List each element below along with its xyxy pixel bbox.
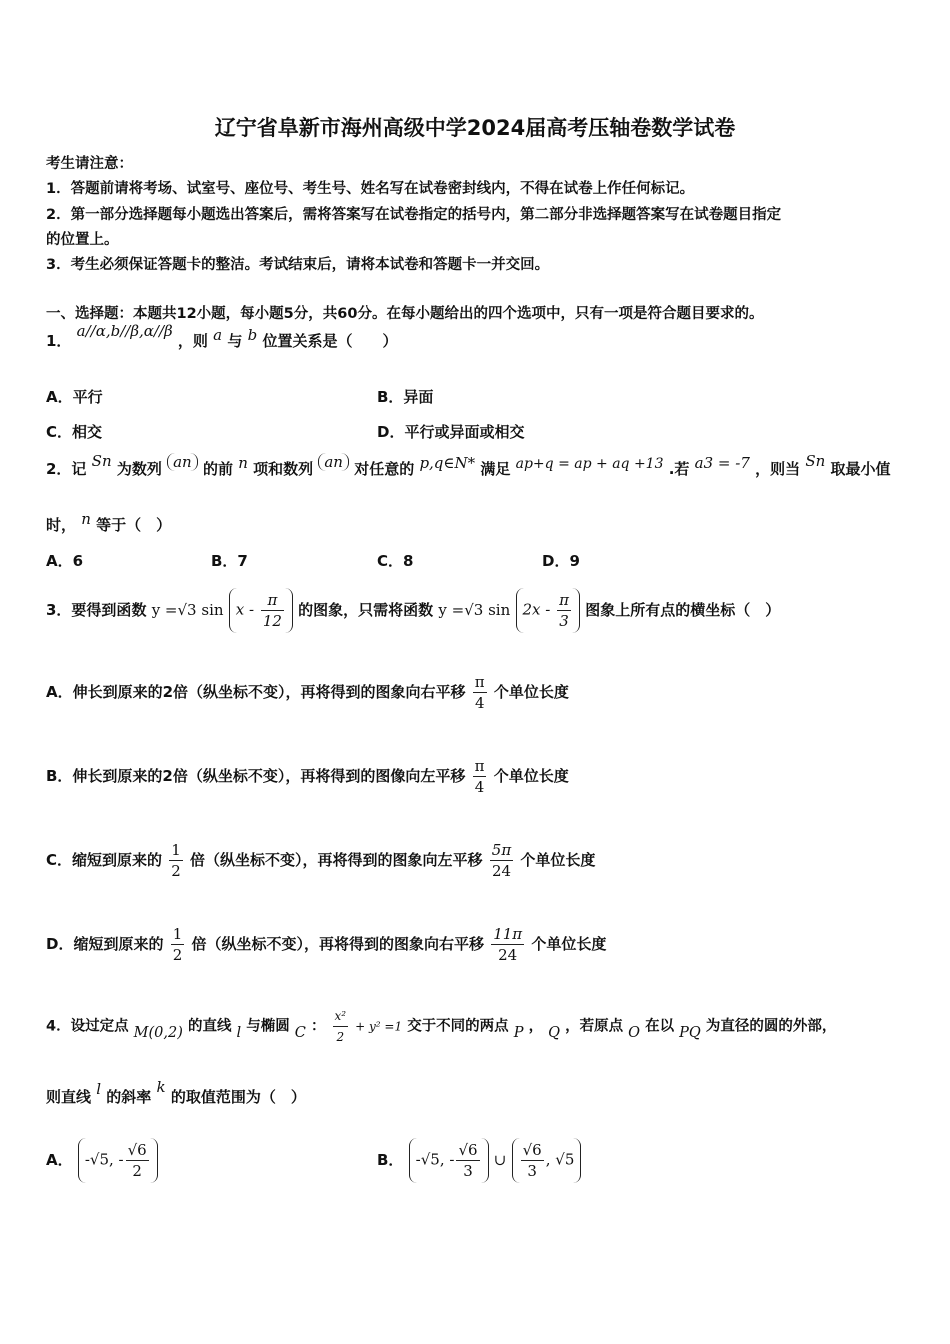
notice-item-3: 3．考生必须保证答题卡的整洁。考试结束后，请将本试卷和答题卡一并交回。 bbox=[46, 257, 550, 273]
q4-b-frac-2 bbox=[521, 1140, 544, 1181]
q4-a-num: √6 bbox=[127, 1141, 147, 1159]
q3-text: 图象上所有点的横坐标（ ） bbox=[585, 601, 781, 619]
q2-option-c: C．8 bbox=[377, 552, 414, 570]
q2-n: n bbox=[238, 454, 248, 472]
q3-a-tail: 个单位长度 bbox=[493, 683, 569, 701]
q2-text: 2．记 bbox=[46, 460, 87, 478]
q4-ellipse-tail: + y² =1 bbox=[355, 1019, 403, 1034]
q3-c-frac bbox=[490, 840, 513, 881]
q4-b-num-1: √6 bbox=[458, 1141, 478, 1159]
q4-text: 的直线 bbox=[187, 1018, 232, 1035]
q4-b-den-2: 3 bbox=[527, 1162, 537, 1180]
q1-option-a: A．平行 bbox=[46, 388, 103, 406]
q4-ellipse-c: C bbox=[294, 1024, 306, 1041]
question-2 bbox=[46, 452, 891, 479]
q4-origin-o: O bbox=[628, 1024, 641, 1041]
question-4-cont bbox=[46, 1078, 306, 1107]
q3-c-den: 24 bbox=[491, 862, 512, 880]
q4-a-den: 2 bbox=[132, 1162, 142, 1180]
q3-c-text: C．缩短到原来的 bbox=[46, 851, 163, 869]
q3-func-1: y =√3 sin bbox=[151, 601, 224, 619]
q2-option-a: A．6 bbox=[46, 552, 84, 570]
q4-b-interval-2 bbox=[512, 1138, 582, 1183]
q2-text: 满足 bbox=[480, 460, 511, 478]
q3-b-frac bbox=[473, 756, 487, 797]
page-title: 辽宁省阜新市海州高级中学2024届高考压轴卷数学试卷 bbox=[214, 116, 736, 140]
q3-c-tail: 个单位长度 bbox=[520, 851, 596, 869]
q1-option-b: B．异面 bbox=[377, 388, 434, 406]
q1-number: 1． bbox=[46, 332, 72, 350]
q3-a-frac bbox=[473, 672, 487, 713]
q4-ellipse-frac bbox=[333, 1006, 349, 1047]
q2-option-d: D．9 bbox=[542, 552, 580, 570]
q4-b-label: B． bbox=[377, 1151, 404, 1169]
q4-text: 在以 bbox=[645, 1018, 675, 1035]
q3-d-text: D．缩短到原来的 bbox=[46, 935, 164, 953]
q3-a-num: π bbox=[474, 673, 485, 691]
q3-text: 的图象，只需将函数 bbox=[298, 601, 434, 619]
q3-func-1-num: π bbox=[261, 590, 284, 611]
q3-func-2-num: π bbox=[559, 591, 569, 609]
q2-n-2: n bbox=[81, 510, 91, 528]
q4-b-right: , √5 bbox=[545, 1150, 575, 1169]
q3-func-1-frac bbox=[261, 590, 284, 631]
q4-a-label: A． bbox=[46, 1151, 73, 1169]
q3-a-text: A．伸长到原来的2倍（纵坐标不变），再将得到的图象向右平移 bbox=[46, 683, 466, 701]
q2-a3: a3 = -7 bbox=[694, 454, 750, 472]
q4-segment-pq: PQ bbox=[679, 1024, 701, 1041]
q4-text: 交于不同的两点 bbox=[407, 1018, 509, 1035]
notice-heading: 考生请注意： bbox=[46, 156, 133, 172]
q4-point-p: P bbox=[513, 1024, 524, 1041]
q4-b-frac-1 bbox=[456, 1140, 479, 1181]
q1-text: 位置关系是（ ） bbox=[262, 332, 398, 350]
q3-d-den: 24 bbox=[498, 946, 518, 964]
q4-b-left: -√5, - bbox=[415, 1150, 455, 1169]
q3-d-half bbox=[171, 924, 185, 965]
q4-text: 4．设过定点 bbox=[46, 1018, 129, 1035]
q3-option-b bbox=[46, 756, 569, 797]
q3-d-tail: 个单位长度 bbox=[531, 935, 607, 953]
q4-line-l-2: l bbox=[96, 1080, 102, 1098]
q2-seq-an-2: an bbox=[318, 453, 349, 471]
q3-option-a bbox=[46, 672, 569, 713]
q3-func-2-inner: 2x - bbox=[522, 600, 556, 619]
q4-line-l: l bbox=[236, 1024, 242, 1041]
q2-text: 项和数列 bbox=[253, 460, 314, 478]
q4-b-num-2: √6 bbox=[522, 1141, 542, 1159]
q2-text: 时， bbox=[46, 516, 77, 534]
q4-text: ， bbox=[528, 1018, 544, 1035]
q2-sn-2: Sn bbox=[805, 452, 826, 470]
notice-item-1: 1．答题前请将考场、试室号、座位号、考生号、姓名写在试卷密封线内，不得在试卷上作任何标记。 bbox=[46, 181, 695, 197]
q3-option-d bbox=[46, 924, 606, 965]
q3-func-2-arg bbox=[516, 588, 580, 633]
q3-d-num: 11π bbox=[493, 925, 523, 943]
q4-ellipse-den: 2 bbox=[336, 1030, 345, 1044]
q3-d-frac bbox=[491, 924, 524, 965]
question-1 bbox=[46, 322, 398, 351]
q4-point-m: M(0,2) bbox=[133, 1024, 183, 1041]
q3-d-half-num: 1 bbox=[172, 925, 183, 943]
q4-b-union: ∪ bbox=[493, 1151, 507, 1169]
q4-text: 的取值范围为（ ） bbox=[170, 1088, 306, 1106]
q4-option-b bbox=[377, 1138, 581, 1183]
q4-text: ，若原点 bbox=[565, 1018, 624, 1035]
q4-slope-k: k bbox=[156, 1078, 166, 1096]
q2-text: 的前 bbox=[202, 460, 233, 478]
q4-text: 则直线 bbox=[46, 1088, 92, 1106]
q3-func-2-den: 3 bbox=[559, 612, 569, 630]
notice-item-2-cont: 的位置上。 bbox=[46, 232, 119, 248]
q1-text: 与 bbox=[227, 332, 243, 350]
q3-b-den: 4 bbox=[474, 778, 485, 796]
q4-text: 的斜率 bbox=[106, 1088, 152, 1106]
q1-option-c: C．相交 bbox=[46, 423, 103, 441]
q2-text: 为数列 bbox=[116, 460, 162, 478]
q2-text: 取最小值 bbox=[830, 460, 891, 478]
question-3 bbox=[46, 588, 780, 633]
q1-option-d: D．平行或异面或相交 bbox=[377, 423, 525, 441]
q3-c-mid: 倍（纵坐标不变），再将得到的图象向左平移 bbox=[190, 851, 483, 869]
q3-func-2: y =√3 sin bbox=[438, 601, 511, 619]
q3-c-half-num: 1 bbox=[171, 841, 181, 859]
q4-text: 与椭圆 bbox=[246, 1018, 290, 1035]
q4-a-frac bbox=[126, 1140, 149, 1181]
q4-point-q: Q bbox=[548, 1024, 561, 1041]
q3-c-num: 5π bbox=[491, 841, 512, 859]
q3-func-1-den: 12 bbox=[262, 612, 282, 630]
q3-func-2-frac bbox=[557, 590, 571, 631]
q3-b-tail: 个单位长度 bbox=[493, 767, 569, 785]
q4-b-interval-1 bbox=[409, 1138, 489, 1183]
q2-text: ，则当 bbox=[755, 460, 801, 478]
q1-text: ，则 bbox=[177, 332, 208, 350]
q4-option-a bbox=[46, 1138, 158, 1183]
q2-option-b: B．7 bbox=[211, 552, 248, 570]
q4-text: 为直径的圆的外部， bbox=[705, 1018, 837, 1035]
q4-text: ： bbox=[310, 1018, 326, 1035]
q2-pq: p,q∈N* bbox=[419, 454, 476, 472]
q3-a-den: 4 bbox=[474, 694, 485, 712]
q4-ellipse-num: x² bbox=[333, 1006, 349, 1027]
q1-condition: a//α,b//β,α//β bbox=[76, 322, 173, 340]
q1-var-b: b bbox=[247, 326, 258, 344]
q2-sn: Sn bbox=[91, 452, 112, 470]
q3-d-mid: 倍（纵坐标不变），再将得到的图象向右平移 bbox=[191, 935, 484, 953]
q3-text: 3．要得到函数 bbox=[46, 601, 147, 619]
q1-var-a: a bbox=[213, 326, 223, 344]
q4-b-den-1: 3 bbox=[463, 1162, 473, 1180]
q2-text: 等于（ ） bbox=[96, 516, 172, 534]
q3-c-half-den: 2 bbox=[171, 862, 181, 880]
q3-b-text: B．伸长到原来的2倍（纵坐标不变），再将得到的图像向左平移 bbox=[46, 767, 466, 785]
q2-text: 对任意的 bbox=[354, 460, 415, 478]
q3-c-half bbox=[169, 840, 183, 881]
q3-func-1-inner: x - bbox=[235, 600, 259, 619]
question-2-cont bbox=[46, 510, 172, 535]
q4-a-left: -√5, - bbox=[84, 1150, 124, 1169]
question-4 bbox=[46, 1006, 836, 1047]
q3-d-half-den: 2 bbox=[172, 946, 183, 964]
q3-option-c bbox=[46, 840, 595, 881]
q2-recurrence: ap+q = ap + aq +13 bbox=[515, 456, 664, 472]
section-heading: 一、选择题：本题共12小题，每小题5分，共60分。在每小题给出的四个选项中，只有一项是符合题目要求的。 bbox=[46, 306, 764, 322]
notice-item-2: 2．第一部分选择题每小题选出答案后，需将答案写在试卷指定的括号内，第二部分非选择题答案写在试卷题目指定 bbox=[46, 207, 782, 223]
q3-b-num: π bbox=[474, 757, 485, 775]
q3-func-1-arg bbox=[229, 588, 293, 633]
q2-seq-an: an bbox=[167, 453, 198, 471]
q2-text: .若 bbox=[668, 460, 690, 478]
q4-a-interval bbox=[78, 1138, 158, 1183]
